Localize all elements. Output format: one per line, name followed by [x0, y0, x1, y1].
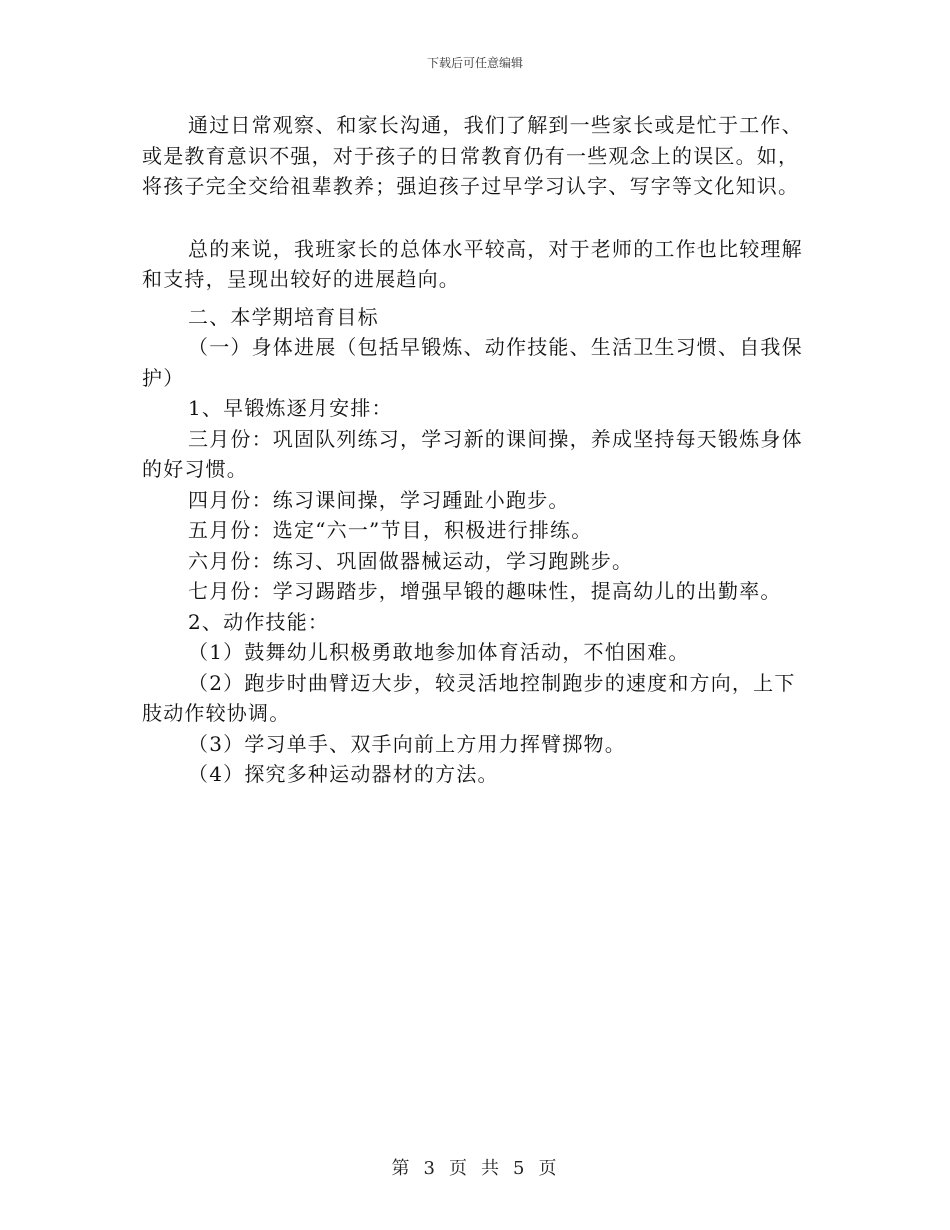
paragraph-april: 四月份：练习课间操，学习踵趾小跑步。: [188, 487, 570, 512]
paragraph-may: 五月份：选定“六一”节目，积极进行排练。: [188, 518, 593, 542]
footer-prefix: 第: [391, 1158, 412, 1179]
footer-total-label: 共: [481, 1158, 501, 1179]
item-heading-morning-exercise: 1、早锻炼逐月安排：: [188, 396, 393, 420]
document-body: [142, 110, 812, 790]
list-item-1: （1）鼓舞幼儿积极勇敢地参加体育活动，不怕困难。: [188, 640, 690, 664]
footer-suffix: 页: [538, 1158, 559, 1179]
page-header: 下载后可任意编辑: [426, 56, 523, 70]
paragraph-july: 七月份：学习踢踏步，增强早锻的趣味性，提高幼儿的出勤率。: [188, 579, 782, 603]
paragraph-summary: 总的来说，我班家长的总体水平较高，对于老师的工作也比较理解和支持，呈现出较好的进展趋向。: [142, 236, 803, 291]
paragraph-spacer: [142, 202, 812, 234]
footer-page-label: 页: [449, 1158, 469, 1179]
footer-total-pages: 5: [513, 1158, 527, 1179]
list-item-3: （3）学习单手、双手向前上方用力挥臂掷物。: [188, 731, 626, 756]
section-heading-goals: 二、本学期培育目标: [188, 304, 379, 329]
paragraph-parent-observation: 通过日常观察、和家长沟通，我们了解到一些家长或是忙于工作、或是教育意识不强，对于孩子的日常教育仍有一些观念上的误区。如，将孩子完全交给祖辈教养；强迫孩子过早学习认字、写字等文化知识。: [142, 113, 803, 198]
item-heading-motor-skills: 2、动作技能：: [188, 609, 330, 634]
subsection-heading-physical: （一）身体进展（包括早锻炼、动作技能、生活卫生习惯、自我保护）: [142, 335, 803, 390]
paragraph-march: 三月份：巩固队列练习，学习新的课间操，养成坚持每天锻炼身体的好习惯。: [142, 426, 803, 481]
footer-page-number: 3: [423, 1158, 437, 1179]
page-footer: [0, 1154, 950, 1180]
paragraph-june: 六月份：练习、巩固做器械运动，学习跑跳步。: [188, 548, 634, 573]
list-item-4: （4）探究多种运动器材的方法。: [188, 762, 499, 786]
list-item-2: （2）跑步时曲臂迈大步，较灵活地控制跑步的速度和方向，上下肢动作较协调。: [142, 670, 796, 725]
